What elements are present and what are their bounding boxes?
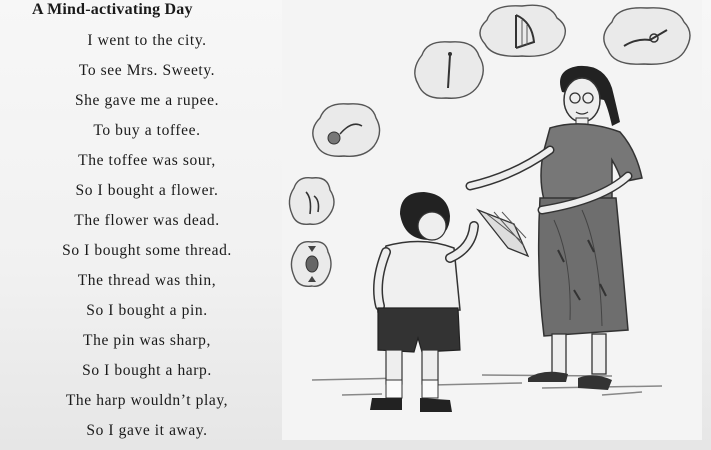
poem-line: The harp wouldn’t play, xyxy=(65,392,229,409)
poem-line: To buy a toffee. xyxy=(93,122,201,139)
poem-line: To see Mrs. Sweety. xyxy=(78,62,216,79)
poem-line: I went to the city. xyxy=(87,32,207,49)
poem-column xyxy=(0,0,290,450)
thought-bubble-flower xyxy=(289,178,334,225)
thought-bubble-pin xyxy=(415,42,483,98)
poem-line: So I bought a pin. xyxy=(86,302,208,319)
poem-line: The pin was sharp, xyxy=(83,332,211,349)
thought-bubble-hand xyxy=(604,8,690,64)
poem-illustration xyxy=(282,0,702,440)
poem-title: A Mind-activating Day xyxy=(32,1,193,18)
poem-line: So I bought a harp. xyxy=(82,362,212,379)
poem-line: The thread was thin, xyxy=(77,272,217,289)
poem-line: The toffee was sour, xyxy=(78,152,216,169)
poem-line: So I bought some thread. xyxy=(62,242,232,259)
poem-line: So I gave it away. xyxy=(86,422,208,439)
thought-bubble-harp xyxy=(480,5,565,56)
poem-line: The flower was dead. xyxy=(74,212,220,229)
poem-line: So I bought a flower. xyxy=(75,182,219,199)
thought-bubble-thread xyxy=(313,104,380,157)
poem-line: She gave me a rupee. xyxy=(74,92,220,109)
thought-bubble-toffee xyxy=(291,242,331,287)
